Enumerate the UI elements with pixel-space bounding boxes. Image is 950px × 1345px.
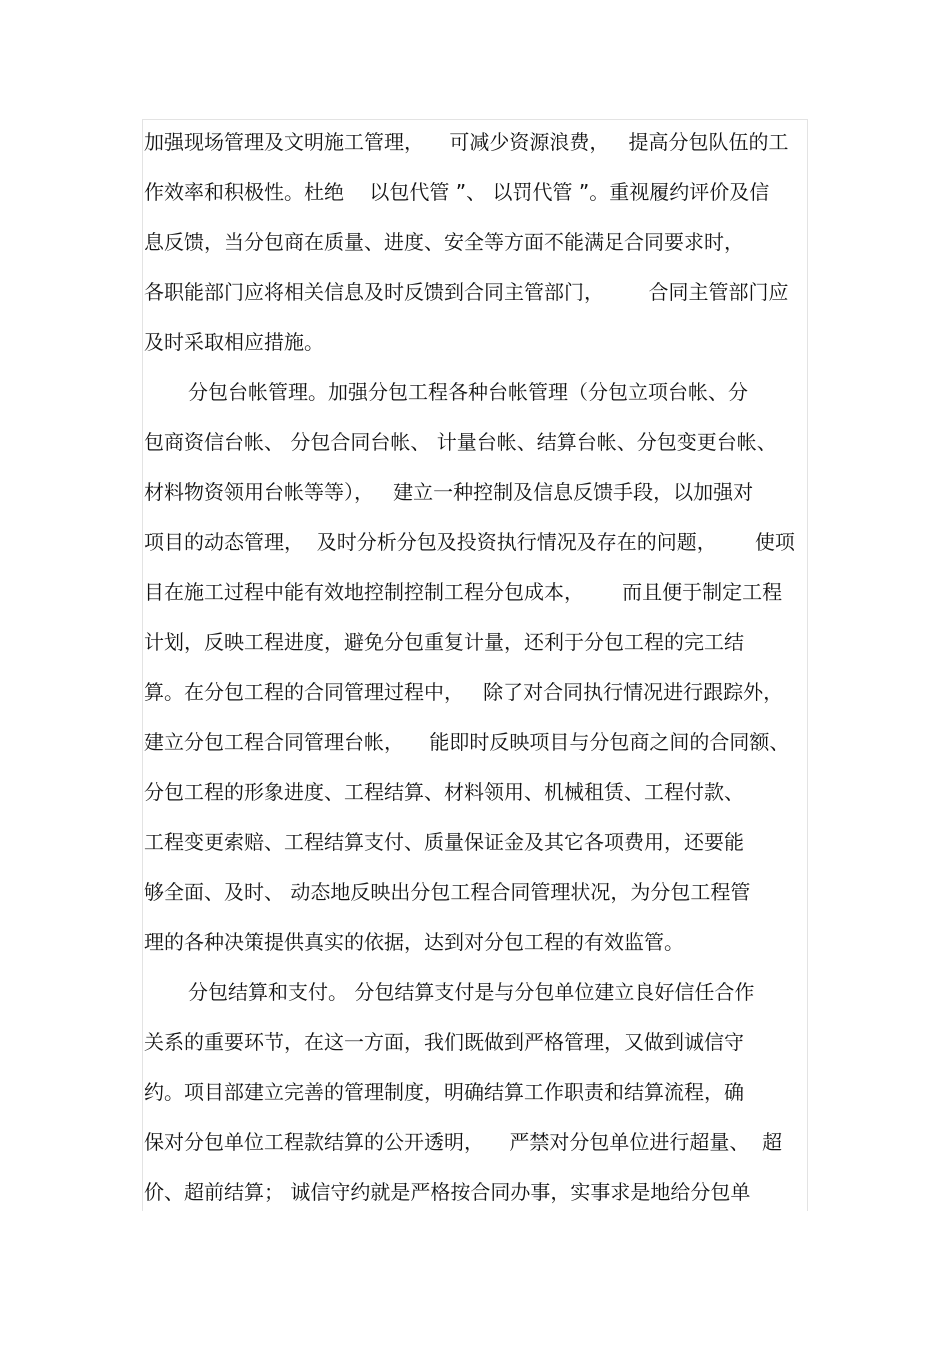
text-line: 加强现场管理及文明施工管理， 可减少资源浪费， 提高分包队伍的工: [144, 130, 789, 154]
text-line: 包商资信台帐、 分包合同台帐、 计量台帐、结算台帐、分包变更台帐、: [144, 430, 777, 454]
document-body: [144, 124, 808, 1224]
text-line: 够全面、及时、 动态地反映出分包工程合同管理状况，为分包工程管: [144, 880, 751, 904]
text-line: 约。项目部建立完善的管理制度，明确结算工作职责和结算流程，确: [144, 1080, 744, 1104]
paragraph-1: [144, 124, 808, 374]
text-line: 目在施工过程中能有效地控制控制工程分包成本， 而且便于制定工程: [144, 580, 783, 604]
text-line: 作效率和积极性。杜绝 以包代管 ”、 以罚代管 ”。重视履约评价及信: [144, 180, 770, 204]
text-line: 材料物资领用台帐等等）， 建立一种控制及信息反馈手段，以加强对: [144, 480, 754, 504]
text-line: 关系的重要环节，在这一方面，我们既做到严格管理，又做到诚信守: [144, 1030, 744, 1054]
text-line: 分包结算和支付。 分包结算支付是与分包单位建立良好信任合作: [188, 980, 755, 1004]
text-line: 价、超前结算； 诚信守约就是严格按合同办事，实事求是地给分包单: [144, 1180, 751, 1204]
text-line: 计划，反映工程进度，避免分包重复计量，还利于分包工程的完工结: [144, 630, 744, 654]
text-line: 算。在分包工程的合同管理过程中， 除了对合同执行情况进行跟踪外，: [144, 680, 784, 704]
text-line: 及时采取相应措施。: [144, 330, 324, 354]
text-line: 各职能部门应将相关信息及时反馈到合同主管部门， 合同主管部门应: [144, 280, 789, 304]
text-line: 息反馈，当分包商在质量、进度、安全等方面不能满足合同要求时，: [144, 230, 744, 254]
text-line: 项目的动态管理， 及时分析分包及投资执行情况及存在的问题， 使项: [144, 530, 795, 554]
paragraph-2: [144, 374, 808, 974]
text-line: 分包工程的形象进度、工程结算、材料领用、机械租赁、工程付款、: [144, 780, 744, 804]
text-line: 分包台帐管理。加强分包工程各种台帐管理（分包立项台帐、分: [188, 380, 748, 404]
text-line: 工程变更索赔、工程结算支付、质量保证金及其它各项费用，还要能: [144, 830, 744, 854]
text-line: 保对分包单位工程款结算的公开透明， 严禁对分包单位进行超量、 超: [144, 1130, 783, 1154]
text-line: 理的各种决策提供真实的依据，达到对分包工程的有效监管。: [144, 930, 684, 954]
text-line: 建立分包工程合同管理台帐， 能即时反映项目与分包商之间的合同额、: [144, 730, 790, 754]
paragraph-3: [144, 974, 808, 1224]
